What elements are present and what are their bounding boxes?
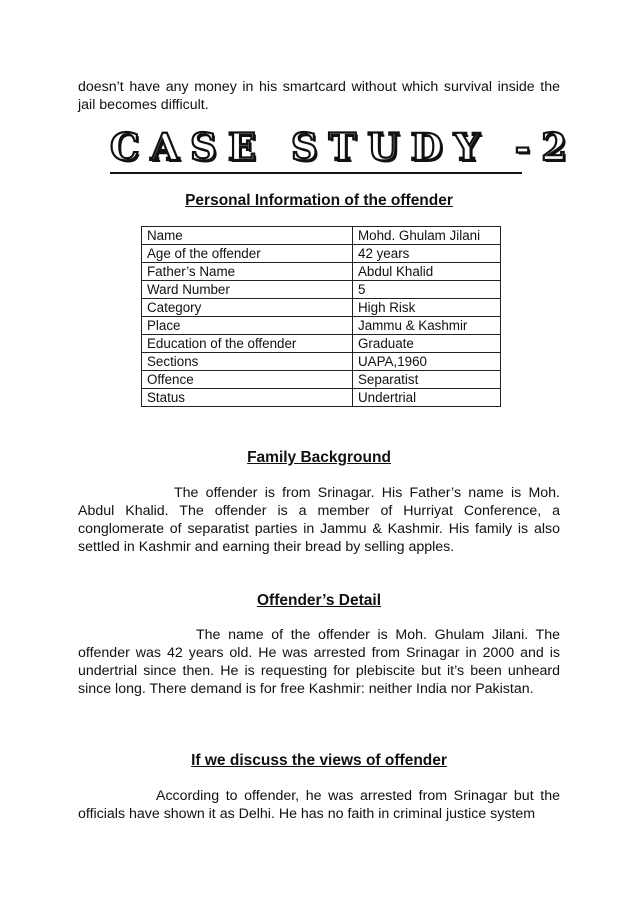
- table-row: [142, 389, 501, 407]
- field-value: Undertrial: [353, 389, 501, 407]
- views-heading: If we discuss the views of offender: [191, 752, 447, 769]
- field-label: Education of the offender: [142, 335, 353, 353]
- field-label: Age of the offender: [142, 245, 353, 263]
- field-value: Graduate: [353, 335, 501, 353]
- field-value: Mohd. Ghulam Jilani: [353, 227, 501, 245]
- field-label: Status: [142, 389, 353, 407]
- case-study-title: CASE STUDY -2: [110, 125, 578, 169]
- personal-info-table: [141, 226, 501, 407]
- field-label: Sections: [142, 353, 353, 371]
- field-value: 42 years: [353, 245, 501, 263]
- field-label: Name: [142, 227, 353, 245]
- table-row: [142, 371, 501, 389]
- field-value: Separatist: [353, 371, 501, 389]
- personal-info-heading: Personal Information of the offender: [185, 192, 453, 209]
- case-title-underline: [110, 172, 522, 174]
- field-label: Offence: [142, 371, 353, 389]
- family-background-paragraph: The offender is from Srinagar. His Father’s name is Moh. Abdul Khalid. The offender is a member of Hurriyat Conference, a conglomerate of separatist parties in Jammu & Kashmir. His family is also settled in Kashmir and earning their bread by selling apples.: [78, 485, 560, 555]
- table-row: [142, 353, 501, 371]
- field-value: Jammu & Kashmir: [353, 317, 501, 335]
- table-row: [142, 281, 501, 299]
- family-background-heading: Family Background: [247, 449, 391, 466]
- field-value: UAPA,1960: [353, 353, 501, 371]
- views-paragraph: According to offender, he was arrested from Srinagar but the officials have shown it as Delhi. He has no faith in criminal justice system: [78, 788, 560, 822]
- field-label: Ward Number: [142, 281, 353, 299]
- field-value: 5: [353, 281, 501, 299]
- field-label: Place: [142, 317, 353, 335]
- field-value: High Risk: [353, 299, 501, 317]
- field-value: Abdul Khalid: [353, 263, 501, 281]
- table-row: [142, 317, 501, 335]
- table-row: [142, 299, 501, 317]
- table-row: [142, 263, 501, 281]
- field-label: Father’s Name: [142, 263, 353, 281]
- table-row: [142, 245, 501, 263]
- offender-detail-heading: Offender’s Detail: [256, 592, 382, 609]
- intro-paragraph: doesn’t have any money in his smartcard without which survival inside the jail becomes difficult.: [78, 79, 560, 113]
- table-row: [142, 335, 501, 353]
- field-label: Category: [142, 299, 353, 317]
- offender-detail-paragraph: The name of the offender is Moh. Ghulam Jilani. The offender was 42 years old. He was arrested from Srinagar in 2000 and is undertrial since then. He is requesting for plebiscite but it’s been unheard since long. There demand is for free Kashmir: neither India nor Pakistan.: [78, 627, 560, 697]
- table-row: [142, 227, 501, 245]
